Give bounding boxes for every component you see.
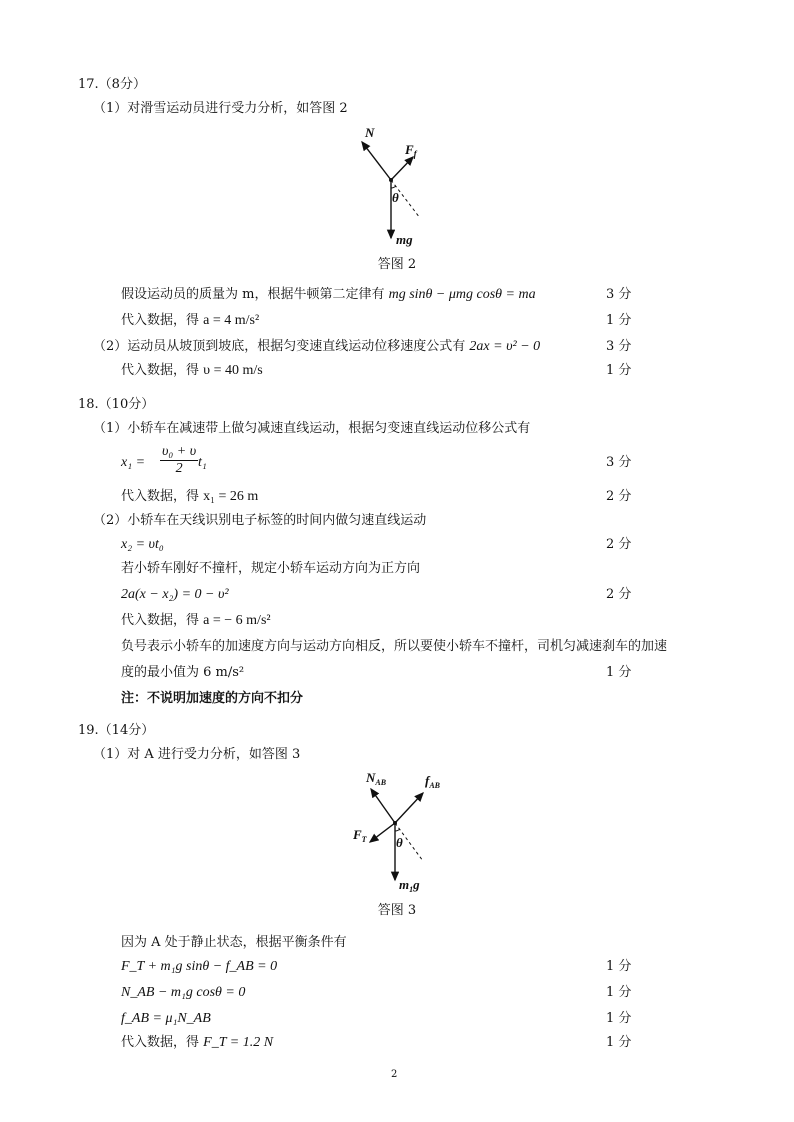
- svg-text:m1g: [399, 877, 420, 894]
- q19-part1-intro: （1）对 A 进行受力分析，如答图 3: [93, 747, 301, 762]
- q18-explanation-line2: 度的最小值为 6 m/s²: [121, 665, 245, 680]
- normal-force-arrow: [371, 789, 395, 823]
- q18-explanation-score: 1 分: [606, 665, 632, 680]
- q18-eq3-score: 2 分: [606, 587, 632, 602]
- q17-part2-score: 3 分: [606, 339, 632, 354]
- q17-line4-eq: υ = 40 m/s: [203, 363, 263, 378]
- q17-line1-eq: mg sinθ − μmg cosθ = ma: [388, 287, 536, 302]
- q17-part2-text: （2）运动员从坡顶到坡底，根据匀变速直线运动位移速度公式有: [93, 339, 466, 354]
- q19-eq3: f_AB = μ₁N_AB: [121, 1011, 211, 1026]
- q18-result1-text: 代入数据，得: [121, 489, 200, 504]
- q17-line1-text: 假设运动员的质量为 m，根据牛顿第二定律有: [121, 287, 385, 302]
- q19-result-text: 代入数据，得: [121, 1035, 200, 1050]
- label-m: m: [399, 877, 410, 892]
- label-mg: mg: [396, 232, 413, 247]
- label-m-sub: 1: [409, 885, 414, 894]
- q17-line2-score: 1 分: [606, 313, 632, 328]
- q18-eq1-numerator: υ₀ + υ: [162, 444, 197, 459]
- label-g: g: [413, 877, 420, 892]
- q18-part2-intro: （2）小轿车在天线识别电子标签的时间内做匀速直线运动: [93, 513, 427, 528]
- q19-result-score: 1 分: [606, 1035, 632, 1050]
- svg-text:Ff: [404, 142, 418, 159]
- q18-result2-eq: a = − 6 m/s²: [203, 613, 271, 628]
- q18-eq1-tail: t₁: [198, 455, 207, 470]
- label-f-sub: f: [413, 149, 417, 159]
- svg-text:FT: [352, 827, 368, 844]
- q18-part1-intro: （1）小轿车在减速带上做匀减速直线运动，根据匀变速直线运动位移公式有: [93, 421, 531, 436]
- label-n-sub: AB: [375, 778, 387, 787]
- q19-figure-caption: 答图 3: [377, 903, 417, 918]
- q17-force-diagram: [340, 120, 450, 260]
- page-number: 2: [391, 1069, 398, 1080]
- q19-eq2: N_AB − m₁g cosθ = 0: [121, 985, 246, 1000]
- q19-eq2-score: 1 分: [606, 985, 632, 1000]
- q17-line2-eq: a = 4 m/s²: [203, 313, 260, 328]
- q18-explanation-line1: 负号表示小轿车的加速度方向与运动方向相反，所以要使小轿车不撞杆，司机匀减速刹车的加速: [121, 639, 668, 654]
- q18-eq1-score: 3 分: [606, 455, 632, 470]
- q18-result1-score: 2 分: [606, 489, 632, 504]
- label-f: F: [405, 142, 414, 157]
- label-f-sub: AB: [429, 781, 441, 790]
- friction-force-arrow: [391, 157, 413, 180]
- q17-line4-text: 代入数据，得: [121, 363, 200, 378]
- q18-eq1-lhs: x₁ =: [121, 455, 146, 470]
- q18-eq1-denominator: 2: [175, 461, 183, 476]
- friction-force-arrow: [395, 793, 423, 823]
- q18-eq2: x₂ = υt₀: [121, 537, 164, 552]
- q18-condition-text: 若小轿车刚好不撞杆，规定小轿车运动方向为正方向: [121, 561, 421, 576]
- svg-text:fAB: [425, 773, 441, 790]
- q17-line1-score: 3 分: [606, 287, 632, 302]
- q19-heading: 19.（14分）: [78, 723, 155, 738]
- label-n: N: [365, 125, 375, 140]
- q17-part1-intro: （1）对滑雪运动员进行受力分析，如答图 2: [93, 101, 348, 116]
- q18-eq2-score: 2 分: [606, 537, 632, 552]
- q18-result1-eq: x₁ = 26 m: [203, 489, 259, 504]
- label-ft: F: [353, 827, 362, 842]
- q17-part2-eq: 2ax = υ² − 0: [469, 339, 541, 354]
- label-n: N: [366, 770, 376, 785]
- label-theta: θ: [396, 835, 403, 850]
- q19-result-eq: F_T = 1.2 N: [203, 1035, 274, 1050]
- svg-text:NAB: [365, 770, 387, 787]
- label-theta: θ: [392, 190, 399, 205]
- normal-force-arrow: [362, 142, 391, 180]
- label-ft-sub: T: [361, 835, 367, 844]
- q17-line2-text: 代入数据，得: [121, 313, 200, 328]
- label-f: f: [425, 773, 430, 788]
- q18-heading: 18.（10分）: [78, 397, 155, 412]
- q18-eq1-fraction: [160, 444, 198, 477]
- q18-result2-text: 代入数据，得: [121, 613, 200, 628]
- q17-heading: 17.（8分）: [78, 77, 146, 92]
- tension-arrow: [370, 823, 395, 842]
- q19-eq1: F_T + m₁g sinθ − f_AB = 0: [121, 959, 278, 974]
- q18-note: 注：不说明加速度的方向不扣分: [121, 691, 304, 706]
- q17-line4-score: 1 分: [606, 363, 632, 378]
- q19-force-diagram: [340, 765, 460, 900]
- q19-eq3-score: 1 分: [606, 1011, 632, 1026]
- q18-eq3: 2a(x − x₂) = 0 − υ²: [121, 587, 229, 602]
- q17-figure-caption: 答图 2: [377, 257, 417, 272]
- q19-static-text: 因为 A 处于静止状态，根据平衡条件有: [121, 935, 347, 950]
- q19-eq1-score: 1 分: [606, 959, 632, 974]
